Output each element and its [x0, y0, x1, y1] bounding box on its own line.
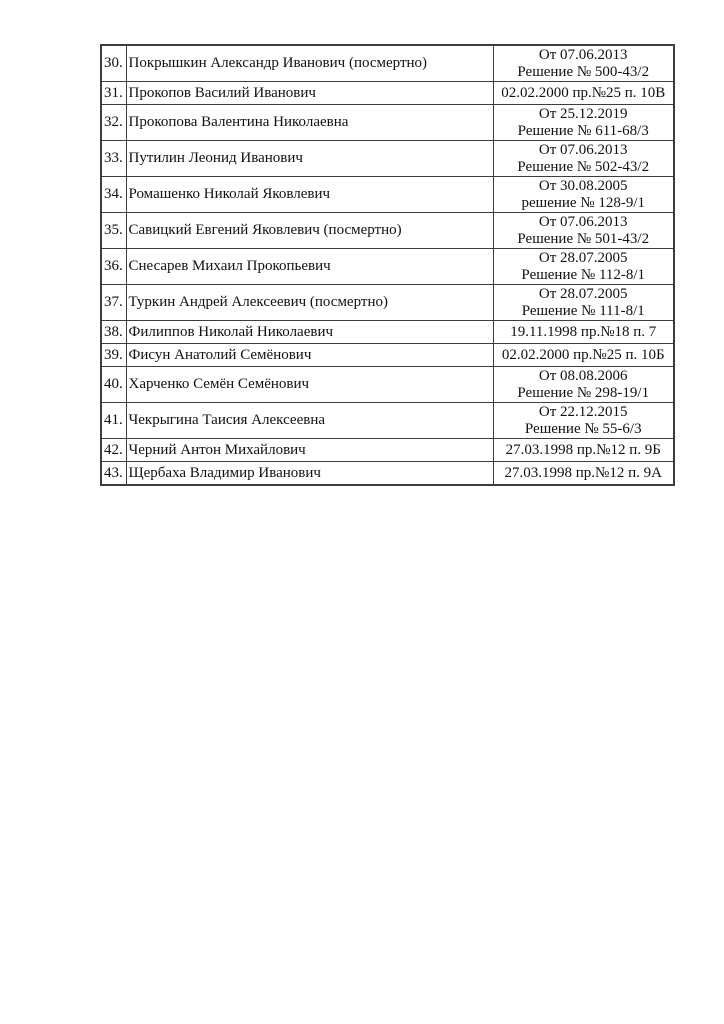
row-decision: [493, 403, 674, 439]
row-decision: [493, 45, 674, 82]
row-number: 40.: [101, 367, 126, 403]
row-name: Чекрыгина Таисия Алексеевна: [126, 403, 493, 439]
decision-line: 02.02.2000 пр.№25 п. 10Б: [501, 346, 665, 363]
table-row: [101, 105, 674, 141]
row-name: Покрышкин Александр Иванович (посмертно): [126, 45, 493, 82]
table-row: [101, 45, 674, 82]
row-name: Харченко Семён Семёнович: [126, 367, 493, 403]
table-row: [101, 213, 674, 249]
table-row: [101, 439, 674, 462]
row-decision: [493, 82, 674, 105]
decision-line: От 25.12.2019: [538, 106, 628, 122]
decision-line: Решение № 611-68/3: [517, 122, 649, 139]
decision-line: От 28.07.2005: [538, 286, 628, 302]
decision-line: 27.03.1998 пр.№12 п. 9Б: [505, 441, 661, 458]
row-number: 32.: [101, 105, 126, 141]
table-row: [101, 367, 674, 403]
decision-line: От 07.06.2013: [538, 214, 628, 230]
row-number: 35.: [101, 213, 126, 249]
row-decision: [493, 141, 674, 177]
row-name: Путилин Леонид Иванович: [126, 141, 493, 177]
row-decision: [493, 439, 674, 462]
row-name: Фисун Анатолий Семёнович: [126, 344, 493, 367]
row-name: Филиппов Николай Николаевич: [126, 321, 493, 344]
row-number: 37.: [101, 285, 126, 321]
decision-line: Решение № 111-8/1: [521, 302, 645, 319]
row-number: 42.: [101, 439, 126, 462]
row-decision: [493, 321, 674, 344]
decision-line: решение № 128-9/1: [521, 194, 646, 211]
decision-line: От 28.07.2005: [538, 250, 628, 266]
decision-line: 19.11.1998 пр.№18 п. 7: [510, 323, 657, 340]
decision-line: Решение № 298-19/1: [517, 384, 650, 401]
table-row: [101, 462, 674, 486]
table-row: [101, 82, 674, 105]
row-number: 31.: [101, 82, 126, 105]
row-name: Туркин Андрей Алексеевич (посмертно): [126, 285, 493, 321]
table-row: [101, 403, 674, 439]
row-decision: [493, 367, 674, 403]
row-decision: [493, 105, 674, 141]
row-decision: [493, 285, 674, 321]
row-decision: [493, 213, 674, 249]
row-decision: [493, 344, 674, 367]
awards-table-body: [101, 45, 674, 485]
table-row: [101, 285, 674, 321]
decision-line: Решение № 55-6/3: [524, 420, 642, 437]
decision-line: От 07.06.2013: [538, 142, 628, 158]
row-number: 30.: [101, 45, 126, 82]
table-row: [101, 249, 674, 285]
row-name: Прокопов Василий Иванович: [126, 82, 493, 105]
row-number: 33.: [101, 141, 126, 177]
row-name: Савицкий Евгений Яковлевич (посмертно): [126, 213, 493, 249]
table-row: [101, 321, 674, 344]
row-decision: [493, 249, 674, 285]
row-number: 34.: [101, 177, 126, 213]
table-row: [101, 141, 674, 177]
row-number: 36.: [101, 249, 126, 285]
decision-line: От 30.08.2005: [538, 178, 628, 194]
decision-line: Решение № 502-43/2: [517, 158, 650, 175]
decision-line: Решение № 112-8/1: [521, 266, 646, 283]
row-decision: [493, 462, 674, 486]
row-name: Ромашенко Николай Яковлевич: [126, 177, 493, 213]
row-number: 41.: [101, 403, 126, 439]
row-name: Щербаха Владимир Иванович: [126, 462, 493, 486]
decision-line: 27.03.1998 пр.№12 п. 9А: [504, 464, 662, 481]
row-name: Снесарев Михаил Прокопьевич: [126, 249, 493, 285]
decision-line: От 07.06.2013: [538, 47, 628, 63]
row-number: 39.: [101, 344, 126, 367]
row-number: 38.: [101, 321, 126, 344]
decision-line: Решение № 501-43/2: [517, 230, 650, 247]
decision-line: От 08.08.2006: [538, 368, 628, 384]
table-row: [101, 177, 674, 213]
awards-table: [100, 44, 675, 486]
row-name: Черний Антон Михайлович: [126, 439, 493, 462]
row-name: Прокопова Валентина Николаевна: [126, 105, 493, 141]
table-row: [101, 344, 674, 367]
decision-line: Решение № 500-43/2: [517, 63, 650, 80]
row-number: 43.: [101, 462, 126, 486]
decision-line: От 22.12.2015: [538, 404, 628, 420]
row-decision: [493, 177, 674, 213]
decision-line: 02.02.2000 пр.№25 п. 10В: [501, 84, 666, 101]
